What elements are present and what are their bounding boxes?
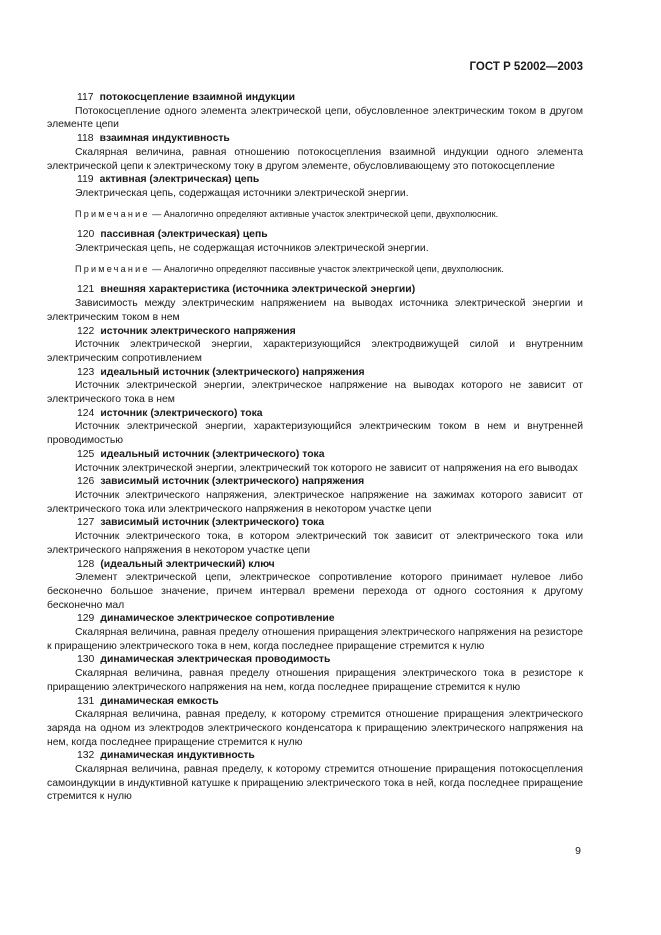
term-number: 128 <box>77 558 95 570</box>
term-definition: Зависимость между электрическим напряжением на выводах источника электрической энергии и электрическим током в нем <box>47 298 583 323</box>
term-entry <box>47 448 583 475</box>
term-definition: Скалярная величина, равная пределу отношения приращения электрического напряжения на резисторе к приращению электрического тока в нем, когда последнее приращение стремится к нулю <box>47 627 583 652</box>
term-name: источник электрического напряжения <box>100 325 296 337</box>
term-number: 126 <box>77 476 95 488</box>
term-name: источник (электрического) тока <box>100 407 263 419</box>
term-entry <box>47 173 583 221</box>
note-text: — Аналогично определяют активные участок электрической цепи, двухполюсник. <box>149 208 499 219</box>
term-definition: Электрическая цепь, не содержащая источников электрической энергии. <box>75 243 429 255</box>
terms-list <box>47 91 583 804</box>
term-number: 132 <box>77 750 95 762</box>
term-name: зависимый источник (электрического) напряжения <box>100 476 365 488</box>
term-number: 122 <box>77 325 95 337</box>
term-entry <box>47 132 583 173</box>
term-number: 118 <box>77 133 94 145</box>
term-name: внешняя характеристика (источника электрической энергии) <box>100 284 416 296</box>
term-name: взаимная индуктивность <box>99 133 230 145</box>
term-entry <box>47 558 583 613</box>
term-entry <box>47 475 583 516</box>
term-note <box>47 263 583 277</box>
term-entry <box>47 228 583 276</box>
term-number: 119 <box>77 174 94 186</box>
term-entry <box>47 612 583 653</box>
term-definition: Электрическая цепь, содержащая источники электрической энергии. <box>75 187 409 199</box>
term-entry <box>47 749 583 804</box>
term-name: динамическая электрическая проводимость <box>100 654 331 666</box>
term-heading <box>77 653 583 667</box>
term-definition: Скалярная величина, равная пределу отношения приращения электрического тока в резисторе к приращению электрического напряжения на нем, когда последнее приращение стремится к нулю <box>47 668 583 693</box>
term-name: (идеальный электрический) ключ <box>100 558 275 570</box>
term-heading <box>77 173 583 187</box>
term-definition: Источник электрической энергии, характеризующийся электродвижущей силой и внутренним электрическим сопротивлением <box>47 339 583 364</box>
term-entry <box>47 91 583 132</box>
term-name: динамическое электрическое сопротивление <box>100 613 335 625</box>
term-number: 125 <box>77 448 95 460</box>
term-heading <box>77 695 583 709</box>
term-note <box>47 208 583 222</box>
term-entry <box>47 283 583 324</box>
term-number: 127 <box>77 517 95 529</box>
term-entry <box>47 325 583 366</box>
term-number: 124 <box>77 407 95 419</box>
page-number: 9 <box>575 845 581 857</box>
term-number: 130 <box>77 654 95 666</box>
term-definition: Элемент электрической цепи, электрическое сопротивление которого принимает нулевое либо бесконечно большое значение, причем интервал времени перехода от одного состояния к другому бесконечно мал <box>47 572 583 611</box>
term-entry <box>47 366 583 407</box>
note-label: Примечание <box>75 208 150 219</box>
term-definition: Потокосцепление одного элемента электрической цепи, обусловленное электрическим током в другом элементе цепи <box>47 105 583 131</box>
term-heading <box>77 558 583 572</box>
term-definition: Источник электрической энергии, электрический ток которого не зависит от напряжения на его выводах <box>75 462 578 474</box>
term-heading <box>77 283 583 297</box>
term-number: 121 <box>77 284 95 296</box>
term-number: 129 <box>77 613 95 625</box>
term-heading <box>77 448 583 462</box>
term-number: 131 <box>77 695 95 707</box>
term-name: потокосцепление взаимной индукции <box>99 92 296 103</box>
term-heading <box>77 475 583 489</box>
term-heading <box>77 91 583 105</box>
term-definition: Скалярная величина, равная пределу, к которому стремится отношение приращения потокосцепления самоиндукции в индуктивной катушке к приращению электрического тока в ней, когда последнее приращение стремится к нулю <box>47 764 583 803</box>
term-heading <box>77 325 583 339</box>
term-name: активная (электрическая) цепь <box>99 174 260 186</box>
term-name: динамическая индуктивность <box>100 750 255 762</box>
note-label: Примечание <box>75 263 150 274</box>
term-name: идеальный источник (электрического) тока <box>100 448 325 460</box>
note-text: — Аналогично определяют пассивные участок электрической цепи, двухполюсник. <box>149 263 504 274</box>
term-entry <box>47 407 583 448</box>
term-definition: Источник электрического тока, в котором электрический ток зависит от электрического тока или электрического напряжения в некотором участке цепи <box>47 531 583 556</box>
term-heading <box>77 612 583 626</box>
term-name: динамическая емкость <box>100 695 219 707</box>
term-definition: Скалярная величина, равная пределу, к которому стремится отношение приращения электрического заряда на одном из электродов электрического конденсатора к приращению электрического напряжения на нем, когда последнее приращение стремится к нулю <box>47 709 583 748</box>
term-heading <box>77 516 583 530</box>
term-definition: Источник электрического напряжения, электрическое напряжение на зажимах которого зависит от электрического тока или электрического напряжения в некотором участке цепи <box>47 489 583 515</box>
term-entry <box>47 516 583 557</box>
term-entry <box>47 695 583 750</box>
term-name: зависимый источник (электрического) тока <box>100 517 325 529</box>
document-id: ГОСТ Р 52002—2003 <box>469 61 583 73</box>
term-heading <box>77 407 583 421</box>
term-definition: Скалярная величина, равная отношению потокосцепления взаимной индукции одного элемента электрической цепи к электрическому току в другом элементе, обусловливающему это потокосцепление <box>47 146 583 172</box>
term-heading <box>77 132 583 146</box>
term-heading <box>77 228 583 242</box>
term-name: пассивная (электрическая) цепь <box>100 229 268 241</box>
term-number: 123 <box>77 366 95 378</box>
term-definition: Источник электрической энергии, электрическое напряжение на выводах которого не зависит от электрического тока в нем <box>47 380 583 406</box>
term-definition: Источник электрической энергии, характеризующийся электрическим током в нем и внутренней проводимостью <box>47 421 583 447</box>
term-heading <box>77 749 583 763</box>
term-name: идеальный источник (электрического) напряжения <box>100 366 365 378</box>
term-entry <box>47 653 583 694</box>
term-number: 117 <box>77 92 94 103</box>
term-number: 120 <box>77 229 95 241</box>
term-heading <box>77 366 583 380</box>
